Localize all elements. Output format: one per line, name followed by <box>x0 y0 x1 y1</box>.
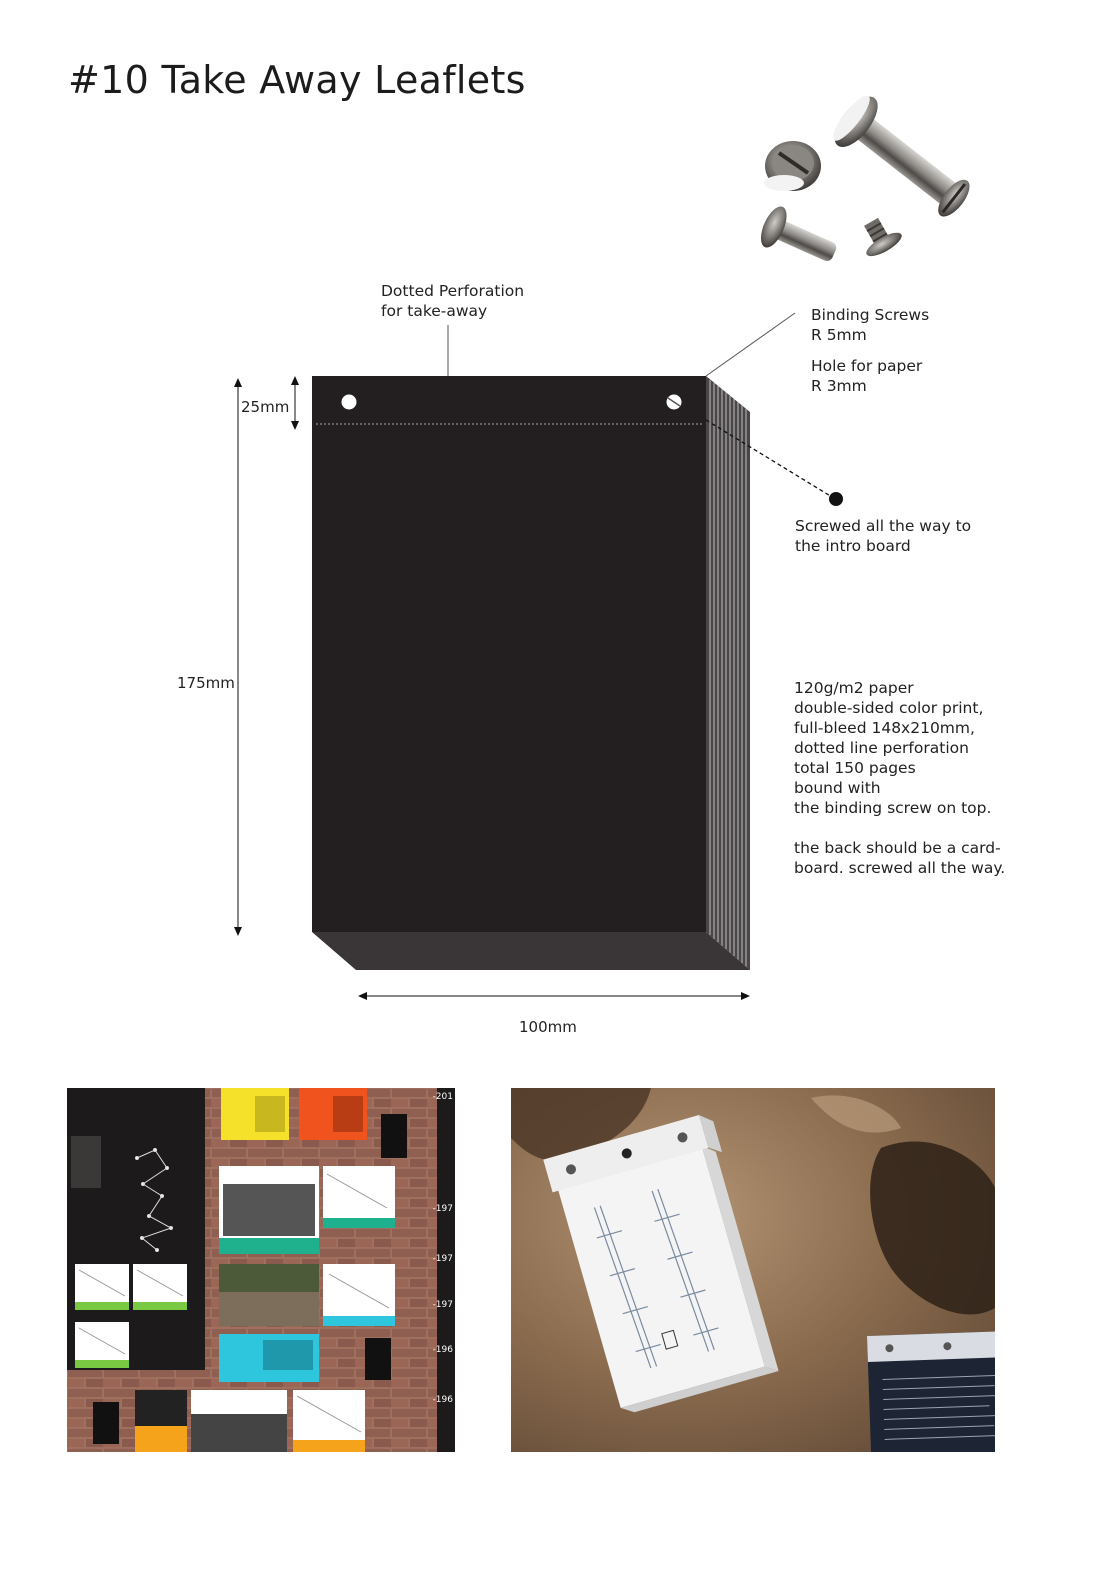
top-margin-dimension: 25mm <box>241 398 290 416</box>
timeline-label-3: -197 <box>432 1300 453 1310</box>
timeline-label-1: -197 <box>432 1204 453 1214</box>
timeline-label-4: -196 <box>432 1345 453 1355</box>
page-title: #10 Take Away Leaflets <box>68 58 526 102</box>
screwed-label: Screwed all the way to the intro board <box>795 517 972 555</box>
binding-screws-label: Binding Screws R 5mm <box>811 306 930 344</box>
timeline-label-2: -197 <box>432 1254 453 1264</box>
exhibition-wall-photo <box>67 1088 455 1452</box>
height-dimension: 175mm <box>177 674 235 692</box>
pad-front-face <box>312 376 706 932</box>
perforation-label: Dotted Perforation for take-away <box>381 282 525 320</box>
timeline-label-0: -201 <box>432 1092 453 1102</box>
leaflet-pad-photo <box>511 1088 995 1452</box>
paper-spec-text: 120g/m2 paper double-sided color print, full-bleed 148x210mm, dotted line perforation total 150 pages bound with the binding screw on top. the back should be a card- board. screwed all the way. <box>794 679 1006 877</box>
anchor-dot <box>829 492 843 506</box>
paper-hole-left <box>342 395 357 410</box>
hole-label: Hole for paper R 3mm <box>811 357 923 395</box>
timeline-label-5: -196 <box>432 1395 453 1405</box>
pad-bottom-face <box>312 932 750 970</box>
width-dimension: 100mm <box>519 1018 577 1036</box>
page-stack-edges <box>706 376 750 970</box>
